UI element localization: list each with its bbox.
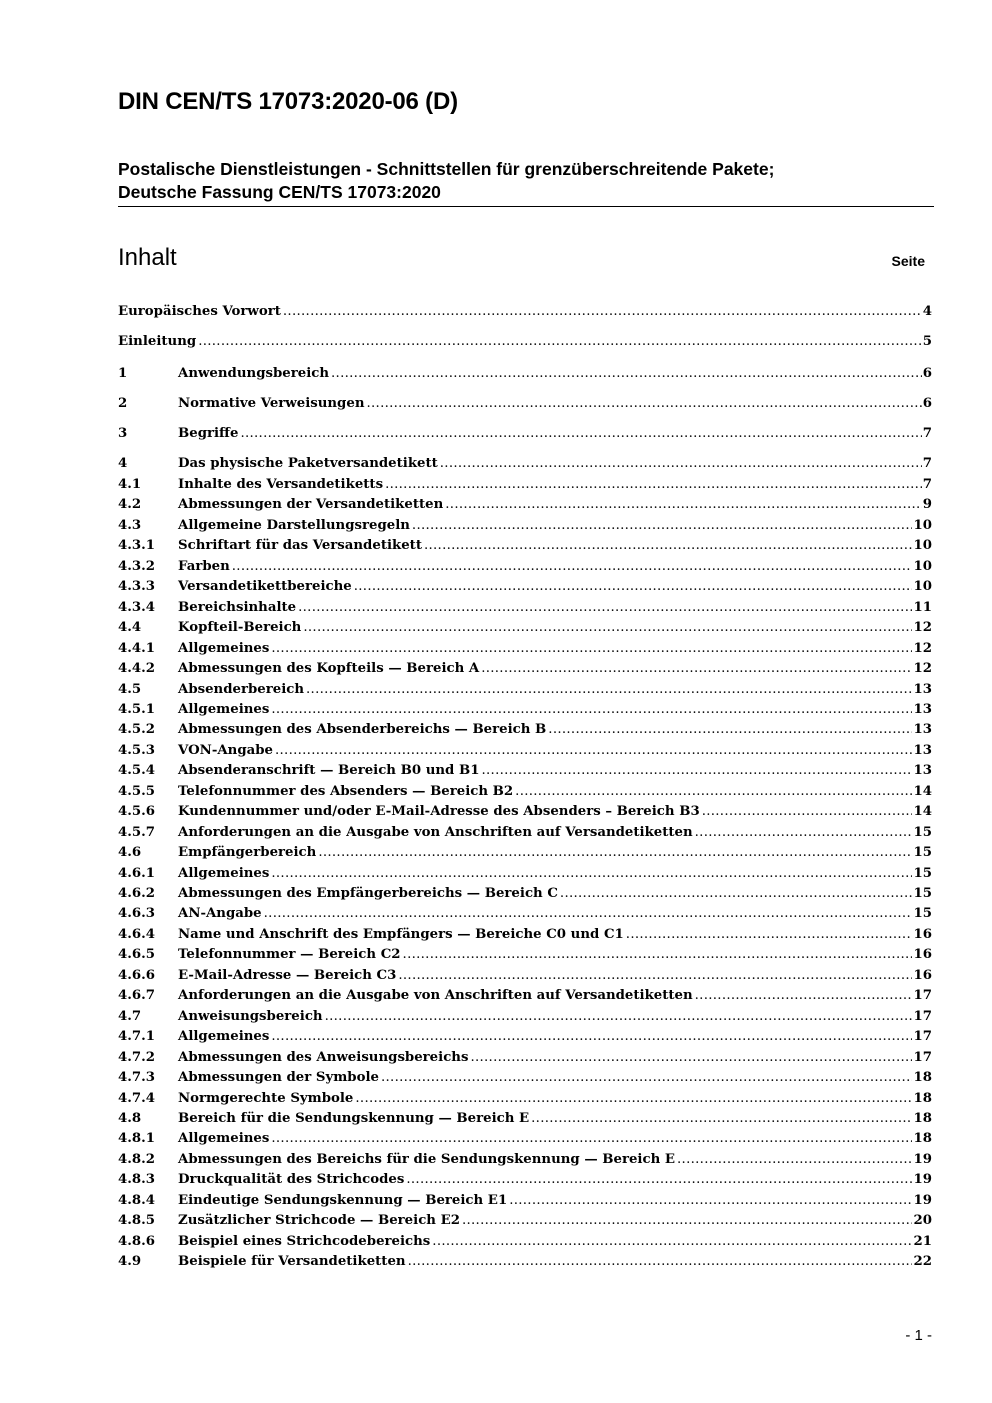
toc-entry[interactable] [118, 1232, 932, 1252]
toc-entry-page: 13 [913, 722, 932, 738]
toc-entry-page: 20 [913, 1213, 932, 1229]
toc-entry-number: 4.9 [118, 1254, 142, 1270]
toc-entry-number: 4.5.4 [118, 763, 156, 779]
toc-dot-leader [702, 802, 913, 822]
toc-entry-number: 4.6.2 [118, 886, 156, 901]
toc-entry[interactable] [118, 1027, 932, 1047]
toc-entry-page: 13 [913, 763, 932, 779]
toc-entry-page: 13 [913, 701, 932, 717]
toc-entry-title: Name und Anschrift des Empfängers — Bereiche C0 und C1 [178, 926, 624, 942]
toc-entry-title: Anwendungsbereich [178, 366, 330, 381]
toc-entry-title: Absenderanschrift — Bereich B0 und B1 [178, 763, 480, 779]
toc-entry[interactable] [118, 639, 932, 659]
toc-entry-page: 19 [913, 1151, 932, 1167]
toc-entry[interactable] [118, 516, 932, 536]
toc-entry-title: E-Mail-Adresse — Bereich C3 [178, 967, 397, 983]
toc-dot-leader [385, 475, 922, 495]
toc-entry[interactable] [118, 1150, 932, 1170]
toc-entry[interactable] [118, 1252, 932, 1272]
toc-dot-leader [695, 823, 913, 843]
toc-dot-leader [560, 884, 913, 904]
toc-entry-number: 2 [118, 396, 128, 411]
toc-dot-leader [403, 945, 913, 965]
toc-entry-title: Absenderbereich [178, 681, 305, 697]
toc-dot-leader [432, 1232, 912, 1252]
toc-entry[interactable] [118, 904, 932, 924]
toc-entry-page: 6 [922, 396, 932, 411]
toc-entry-title: Inhalte des Versandetiketts [178, 477, 384, 492]
toc-entry-page: 10 [913, 579, 932, 595]
toc-dot-leader [232, 557, 913, 577]
document-id: DIN CEN/TS 17073:2020-06 (D) [118, 88, 458, 115]
toc-dot-leader [198, 332, 922, 352]
toc-dot-leader [440, 454, 922, 474]
toc-entry-page: 5 [922, 334, 932, 349]
toc-entry-title: Bereichsinhalte [178, 599, 297, 615]
toc-entry-page: 19 [913, 1192, 932, 1208]
toc-entry-page: 7 [922, 426, 932, 441]
toc-entry-title: Beispiel eines Strichcodebereichs [178, 1233, 431, 1249]
toc-entry-number: 4.5 [118, 681, 142, 697]
toc-entry[interactable] [118, 700, 932, 720]
toc-entry-page: 10 [913, 517, 932, 533]
toc-entry-number: 4.4.1 [118, 640, 156, 656]
toc-entry[interactable] [118, 1170, 932, 1190]
toc-entry-title: Abmessungen des Anweisungsbereichs [178, 1049, 469, 1065]
toc-entry[interactable] [118, 782, 932, 802]
toc-entry-number: 4.5.3 [118, 742, 156, 758]
toc-entry[interactable] [118, 536, 932, 556]
toc-entry[interactable] [118, 1089, 932, 1109]
contents-heading: Inhalt [118, 244, 177, 271]
toc-entry-page: 15 [913, 906, 932, 922]
toc-entry-title: Zusätzlicher Strichcode — Bereich E2 [178, 1213, 460, 1229]
toc-entry-number: 4.8.1 [118, 1131, 156, 1147]
toc-entry-number: 4.6.4 [118, 926, 156, 942]
toc-entry-title: Eindeutige Sendungskennung — Bereich E1 [178, 1192, 508, 1208]
toc-entry[interactable] [118, 925, 932, 945]
toc-entry-page: 7 [922, 456, 932, 471]
toc-entry[interactable] [118, 1191, 932, 1211]
toc-dot-leader [424, 536, 913, 556]
toc-entry-page: 10 [913, 538, 932, 554]
toc-entry-title: Bereich für die Sendungskennung — Bereich E [178, 1110, 530, 1126]
toc-entry-title: Anforderungen an die Ausgabe von Anschriften auf Versandetiketten [178, 988, 693, 1004]
toc-entry-page: 21 [913, 1233, 932, 1249]
toc-entry-page: 13 [913, 742, 932, 758]
toc-entry-page: 15 [913, 886, 932, 901]
toc-entry-number: 4.3.4 [118, 599, 156, 615]
toc-dot-leader [271, 1129, 912, 1149]
toc-entry[interactable] [118, 884, 932, 904]
toc-entry-number: 4.6.5 [118, 947, 156, 963]
toc-entry-title: Das physische Paketversandetikett [178, 456, 438, 471]
toc-entry-number: 4.7 [118, 1008, 142, 1024]
toc-entry-title: VON-Angabe [178, 742, 273, 758]
toc-entry[interactable] [118, 945, 932, 965]
toc-entry-page: 15 [913, 865, 932, 881]
toc-dot-leader [240, 424, 921, 444]
toc-dot-leader [271, 864, 912, 884]
toc-dot-leader [367, 394, 922, 414]
toc-dot-leader [275, 741, 912, 761]
toc-entry-page: 12 [913, 640, 932, 656]
toc-entry-number: 4.7.1 [118, 1029, 156, 1045]
toc-entry[interactable] [118, 1068, 932, 1088]
toc-entry-title: Telefonnummer — Bereich C2 [178, 947, 401, 963]
toc-entry-page: 13 [913, 681, 932, 697]
toc-entry-number: 1 [118, 366, 128, 381]
toc-entry-title: Abmessungen der Symbole [178, 1070, 379, 1086]
page-number: - 1 - [905, 1327, 932, 1344]
toc-entry-page: 16 [913, 926, 932, 942]
toc-dot-leader [283, 302, 922, 322]
toc-entry-number: 4.7.3 [118, 1070, 156, 1086]
toc-dot-leader [398, 966, 912, 986]
toc-entry[interactable] [118, 454, 932, 474]
toc-entry-number: 4.8.6 [118, 1233, 156, 1249]
toc-dot-leader [515, 782, 912, 802]
toc-dot-leader [271, 639, 912, 659]
toc-entry[interactable] [118, 986, 932, 1006]
toc-dot-leader [677, 1150, 912, 1170]
toc-dot-leader [303, 618, 912, 638]
toc-entry[interactable] [118, 577, 932, 597]
toc-entry-number: 4.2 [118, 497, 142, 513]
toc-entry-title: Allgemeines [178, 865, 270, 881]
toc-entry-number: 4.6.3 [118, 906, 156, 922]
toc-dot-leader [381, 1068, 913, 1088]
subtitle-line: Deutsche Fassung CEN/TS 17073:2020 [118, 182, 441, 202]
toc-entry[interactable] [118, 495, 932, 515]
toc-entry-number: 4.8.5 [118, 1213, 156, 1229]
table-of-contents [118, 0, 932, 1403]
toc-entry[interactable] [118, 720, 932, 740]
toc-dot-leader [354, 577, 913, 597]
toc-entry[interactable] [118, 741, 932, 761]
toc-entry-number: 4.6 [118, 845, 142, 861]
toc-entry[interactable] [118, 394, 932, 414]
toc-entry-page: 18 [913, 1131, 932, 1147]
subtitle-line: Postalische Dienstleistungen - Schnittstellen für grenzüberschreitende Pakete; [118, 159, 775, 179]
toc-entry-page: 17 [913, 1029, 932, 1045]
toc-dot-leader [298, 598, 912, 618]
toc-entry[interactable] [118, 1129, 932, 1149]
toc-entry[interactable] [118, 475, 932, 495]
toc-entry-title: Anweisungsbereich [178, 1008, 323, 1024]
toc-entry[interactable] [118, 843, 932, 863]
toc-entry-page: 18 [913, 1110, 932, 1126]
toc-dot-leader [406, 1170, 912, 1190]
toc-entry-title: Kundennummer und/oder E-Mail-Adresse des Absenders – Bereich B3 [178, 804, 700, 820]
toc-dot-leader [306, 680, 912, 700]
toc-entry[interactable] [118, 864, 932, 884]
toc-entry-number: 4.7.4 [118, 1090, 156, 1106]
toc-entry-number: 4.3.1 [118, 538, 156, 554]
toc-entry-number: 4.3.3 [118, 579, 156, 595]
toc-entry-title: Normgerechte Symbole [178, 1090, 354, 1106]
toc-entry-page: 11 [913, 599, 932, 615]
toc-dot-leader [325, 1007, 913, 1027]
toc-entry-number: 4.7.2 [118, 1049, 156, 1065]
toc-dot-leader [626, 925, 913, 945]
toc-entry-page: 18 [913, 1090, 932, 1106]
toc-entry-number: 4.6.1 [118, 865, 156, 881]
toc-entry-page: 9 [922, 497, 932, 513]
toc-entry[interactable] [118, 761, 932, 781]
toc-dot-leader [462, 1211, 913, 1231]
toc-entry-page: 17 [913, 1008, 932, 1024]
toc-entry-page: 7 [922, 477, 932, 492]
toc-entry-number: 4.6.6 [118, 967, 156, 983]
toc-dot-leader [531, 1109, 912, 1129]
toc-entry-number: 4.8.4 [118, 1192, 156, 1208]
toc-dot-leader [481, 659, 912, 679]
toc-dot-leader [412, 516, 913, 536]
toc-dot-leader [331, 364, 922, 384]
toc-entry[interactable] [118, 823, 932, 843]
toc-entry-title: AN-Angabe [178, 906, 262, 922]
toc-entry-number: 4.5.2 [118, 722, 156, 738]
toc-entry-page: 17 [913, 1049, 932, 1065]
toc-entry-title: Versandetikettbereiche [178, 579, 352, 595]
toc-entry-number: 4.8.2 [118, 1151, 156, 1167]
toc-entry-title: Normative Verweisungen [178, 396, 365, 411]
toc-dot-leader [695, 986, 913, 1006]
toc-entry-title: Beispiele für Versandetiketten [178, 1254, 406, 1270]
toc-entry-title: Allgemeine Darstellungsregeln [178, 517, 410, 533]
toc-entry-page: 10 [913, 558, 932, 574]
toc-entry-page: 16 [913, 947, 932, 963]
toc-entry-title: Begriffe [178, 426, 239, 441]
toc-entry-title: Einleitung [118, 334, 197, 349]
toc-entry[interactable] [118, 302, 932, 322]
toc-entry-number: 4.5.5 [118, 783, 156, 799]
toc-entry-number: 4.6.7 [118, 988, 156, 1004]
toc-entry[interactable] [118, 598, 932, 618]
toc-entry-page: 18 [913, 1070, 932, 1086]
toc-entry-title: Abmessungen des Empfängerbereichs — Bereich C [178, 886, 558, 901]
toc-entry-page: 22 [913, 1254, 932, 1270]
toc-entry-page: 15 [913, 824, 932, 840]
toc-entry-page: 14 [913, 804, 932, 820]
toc-entry-title: Druckqualität des Strichcodes [178, 1172, 405, 1188]
toc-entry-number: 4.8.3 [118, 1172, 156, 1188]
toc-entry-title: Kopfteil-Bereich [178, 620, 302, 636]
toc-entry-title: Europäisches Vorwort [118, 304, 281, 319]
toc-dot-leader [548, 720, 912, 740]
toc-dot-leader [355, 1089, 912, 1109]
toc-entry[interactable] [118, 557, 932, 577]
toc-entry-number: 4.8 [118, 1110, 142, 1126]
toc-entry-number: 4.5.7 [118, 824, 156, 840]
toc-dot-leader [264, 904, 913, 924]
page-column-label: Seite [891, 253, 925, 269]
toc-dot-leader [445, 495, 921, 515]
toc-entry-title: Abmessungen des Kopfteils — Bereich A [178, 661, 480, 677]
toc-entry[interactable] [118, 966, 932, 986]
toc-entry[interactable] [118, 332, 932, 352]
toc-entry-page: 17 [913, 988, 932, 1004]
toc-entry-title: Allgemeines [178, 640, 270, 656]
toc-entry-page: 12 [913, 620, 932, 636]
toc-dot-leader [271, 700, 912, 720]
toc-entry-number: 4.5.1 [118, 701, 156, 717]
toc-entry-page: 19 [913, 1172, 932, 1188]
toc-entry[interactable] [118, 1109, 932, 1129]
toc-entry-title: Abmessungen des Absenderbereichs — Bereich B [178, 722, 547, 738]
toc-entry[interactable] [118, 1048, 932, 1068]
toc-dot-leader [470, 1048, 912, 1068]
toc-dot-leader [318, 843, 912, 863]
toc-entry-page: 16 [913, 967, 932, 983]
toc-entry-title: Farben [178, 558, 230, 574]
toc-entry-number: 3 [118, 426, 128, 441]
toc-entry-title: Anforderungen an die Ausgabe von Anschriften auf Versandetiketten [178, 824, 693, 840]
toc-entry-page: 12 [913, 661, 932, 677]
toc-entry-number: 4.4.2 [118, 661, 156, 677]
toc-dot-leader [481, 761, 912, 781]
toc-entry-number: 4 [118, 456, 128, 471]
toc-entry[interactable] [118, 802, 932, 822]
toc-entry-title: Allgemeines [178, 1131, 270, 1147]
toc-entry-title: Allgemeines [178, 1029, 270, 1045]
toc-entry[interactable] [118, 1007, 932, 1027]
toc-entry-page: 15 [913, 845, 932, 861]
toc-entry[interactable] [118, 364, 932, 384]
toc-entry-page: 4 [922, 304, 932, 319]
toc-entry-title: Empfängerbereich [178, 845, 317, 861]
toc-entry-title: Allgemeines [178, 701, 270, 717]
toc-entry-number: 4.1 [118, 477, 142, 492]
toc-entry-number: 4.3 [118, 517, 142, 533]
toc-entry[interactable] [118, 680, 932, 700]
toc-entry-title: Telefonnummer des Absenders — Bereich B2 [178, 783, 514, 799]
toc-dot-leader [509, 1191, 912, 1211]
toc-entry-page: 14 [913, 783, 932, 799]
toc-entry-page: 6 [922, 366, 932, 381]
toc-dot-leader [271, 1027, 912, 1047]
toc-entry-title: Schriftart für das Versandetikett [178, 538, 422, 554]
toc-entry-number: 4.5.6 [118, 804, 156, 820]
toc-entry[interactable] [118, 618, 932, 638]
toc-entry-number: 4.3.2 [118, 558, 156, 574]
toc-entry-title: Abmessungen des Bereichs für die Sendungskennung — Bereich E [178, 1151, 676, 1167]
toc-entry-number: 4.4 [118, 620, 142, 636]
toc-entry[interactable] [118, 424, 932, 444]
toc-entry-title: Abmessungen der Versandetiketten [178, 497, 444, 513]
toc-dot-leader [408, 1252, 913, 1272]
toc-entry[interactable] [118, 659, 932, 679]
toc-entry[interactable] [118, 1211, 932, 1231]
